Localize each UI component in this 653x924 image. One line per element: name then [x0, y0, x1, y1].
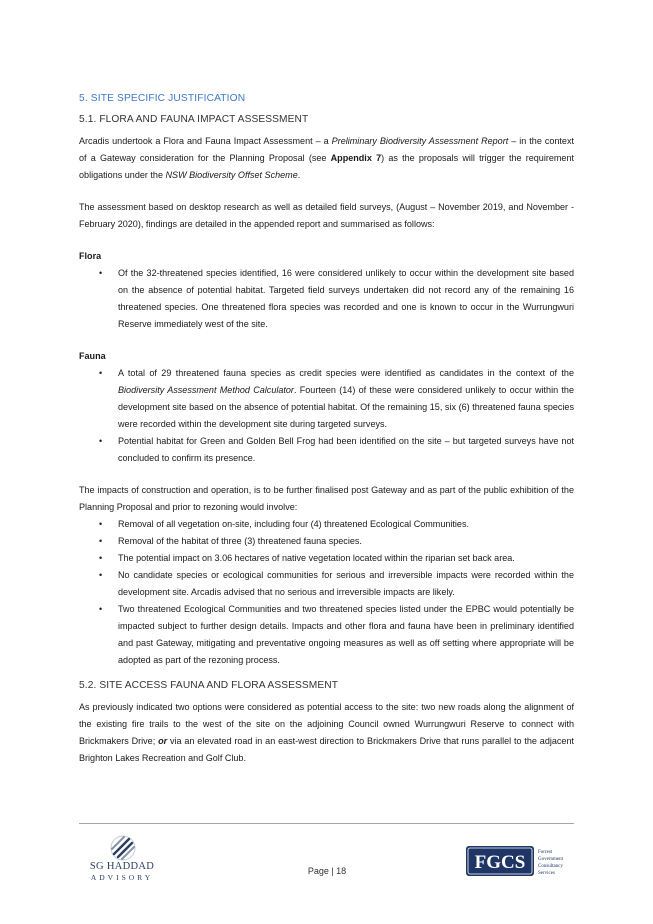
- fauna-list: [79, 365, 574, 467]
- flora-list: [79, 265, 574, 333]
- sg-haddad-subtitle: ADVISORY: [90, 873, 154, 882]
- section-heading: 5. SITE SPECIFIC JUSTIFICATION: [79, 93, 246, 104]
- fgcs-line: Government: [538, 857, 563, 862]
- list-item: • No candidate species or ecological communities for serious and irreversible impacts were recorded within the development site. Arcadis advised that no serious and irreversible impacts are likely.: [99, 570, 574, 597]
- subsection-heading-site-access: 5.2. SITE ACCESS FAUNA AND FLORA ASSESSMENT: [79, 680, 339, 691]
- list-item: • Removal of the habitat of three (3) threatened fauna species.: [99, 536, 362, 546]
- impacts-paragraph: The impacts of construction and operation, is to be further finalised post Gateway and as part of the public exhibition of the Planning Proposal and prior to rezoning would involve:: [79, 485, 574, 512]
- fgcs-logo-text: FGCS: [474, 852, 526, 873]
- intro-paragraph: Arcadis undertook a Flora and Fauna Impact Assessment – a Preliminary Biodiversity Assessment Report – in the context of a Gateway consideration for the Planning Proposal (see Appendix 7) as the proposals will trigger the requirement obligations under the NSW Biodiversity Offset Scheme.: [79, 136, 575, 180]
- list-item: • Two threatened Ecological Communities and two threatened species listed under the EPBC would potentially be impacted subject to further design details. Impacts and other flora and fauna have been in preliminary identified and past Gateway, mitigating and preventative ongoing measures as well as off setting where appropriate will be adopted as part of the rezoning process.: [99, 604, 574, 665]
- sg-haddad-name: SG HADDAD: [89, 861, 155, 872]
- fauna-label: Fauna: [79, 351, 106, 361]
- list-item: • Removal of all vegetation on-site, including four (4) threatened Ecological Communities.: [99, 519, 469, 529]
- list-item: • Of the 32-threatened species identified, 16 were considered unlikely to occur within the development site based on the absence of potential habitat. Targeted field surveys undertaken did not record any of the remaining 16 threatened species. One threatened flora species was recorded and one is known to occur in the Wurrungwuri Reserve immediately west of the site.: [99, 268, 574, 329]
- site-access-paragraph: As previously indicated two options were considered as potential access to the site: two new roads along the alignment of the existing fire trails to the west of the site on the adjoining Council owned Wurrungwuri Reserve to connect with Brickmakers Drive; or via an elevated road in an east-west direction to Brickmakers Drive that runs parallel to the adjacent Brighton Lakes Recreation and Golf Club.: [79, 702, 574, 763]
- impacts-list: [79, 516, 574, 669]
- list-item: • Potential habitat for Green and Golden Bell Frog had been identified on the site – but targeted surveys have not concluded to confirm its presence.: [99, 436, 574, 463]
- assessment-paragraph: The assessment based on desktop research as well as detailed field surveys, (August – November 2019, and November - February 2020), findings are detailed in the appended report and summarised as follows:: [79, 202, 574, 229]
- list-item: • The potential impact on 3.06 hectares of native vegetation located within the riparian set back area.: [99, 553, 515, 563]
- fgcs-line: Consultancy: [538, 864, 563, 869]
- fgcs-line: Services: [538, 871, 555, 876]
- fgcs-logo-icon: [466, 846, 576, 876]
- page-number: Page | 18: [307, 866, 347, 876]
- page-content: [79, 93, 574, 767]
- subsection-heading-flora-fauna: 5.1. FLORA AND FAUNA IMPACT ASSESSMENT: [79, 114, 309, 125]
- fgcs-line: Forrest: [538, 850, 553, 855]
- flora-label: Flora: [79, 251, 102, 261]
- list-item: • A total of 29 threatened fauna species as credit species were identified as candidates in the context of the Biodiversity Assessment Method Calculator. Fourteen (14) of these were considered unlikely to occur within the development site based on the absence of potential habitat. Of the remaining 15, six (6) threatened fauna species were recorded within the development site during targeted surveys.: [99, 368, 574, 429]
- footer-divider: [79, 823, 574, 824]
